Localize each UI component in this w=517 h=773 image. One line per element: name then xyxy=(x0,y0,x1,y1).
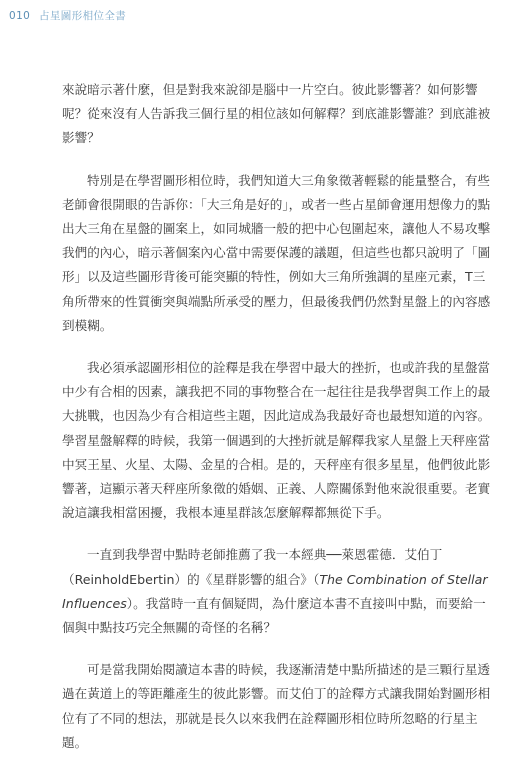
paragraph: 我必須承認圖形相位的詮釋是我在學習中最大的挫折，也或許我的星盤當中少有合相的因素，讓我把不同的事物整合在一起往往是我學習與工作上的最大挑戰，也因為少有合相這些主題，因此這成為我最好奇也最想知道的內容。學習星盤解釋的時候，我第一個遇到的大挫折就是解釋我家人星盤上天秤座當中冥王星、火星、太陽、金星的合相。是的，天秤座有很多星星，他們彼此影響著，這顯示著天秤座所象徵的婚姻、正義、人際關係對他來說很重要。老實說這讓我相當困擾，我根本連星群該怎麼解釋都無從下手。 xyxy=(62,360,491,521)
text-run: ）。我當時一直有個疑問，為什麼這本書不直接叫中點，而要給一個與中點技巧完全無關的奇怪的名稱？ xyxy=(62,595,486,636)
book-title: 占星圖形相位全書 xyxy=(39,10,127,22)
paragraph xyxy=(62,543,495,640)
page-body xyxy=(62,78,495,773)
book-title-english: The Combination of Stellar Influences xyxy=(62,571,488,611)
running-header xyxy=(9,8,126,23)
page-number: 010 xyxy=(9,10,31,22)
paragraph: 可是當我開始閱讀這本書的時候，我逐漸清楚中點所描述的是三顆行星透過在黃道上的等距離產生的彼此影響。而艾伯丁的詮釋方式讓我開始對圖形相位有了不同的想法，那就是長久以來我們在詮釋圖形相位時所忽略的行星主題。 xyxy=(62,662,491,750)
paragraph: 來說暗示著什麼，但是對我來說卻是腦中一片空白。彼此影響著？如何影響呢？從來沒有人告訴我三個行星的相位該如何解釋？到底誰影響誰？到底誰被影響？ xyxy=(62,82,491,146)
text-run: 一直到我學習中點時老師推薦了我一本經典──萊恩霍德．艾伯丁（ReinholdEbertin）的《星群影響的組合》（ xyxy=(62,547,443,587)
paragraph: 特別是在學習圖形相位時，我們知道大三角象徵著輕鬆的能量整合，有些老師會很開眼的告訴你：「大三角是好的」，或者一些占星師會運用想像力的點出大三角在星盤的圖案上，如同城牆一般的把中心包圍起來，讓他人不易攻擊我們的內心，暗示著個案內心當中需要保護的議題，但這些也都只說明了「圖形」以及這些圖形背後可能突顯的特性，例如大三角所強調的星座元素，T三角所帶來的性質衝突與端點所承受的壓力，但最後我們仍然對星盤上的內容感到模糊。 xyxy=(62,172,491,333)
